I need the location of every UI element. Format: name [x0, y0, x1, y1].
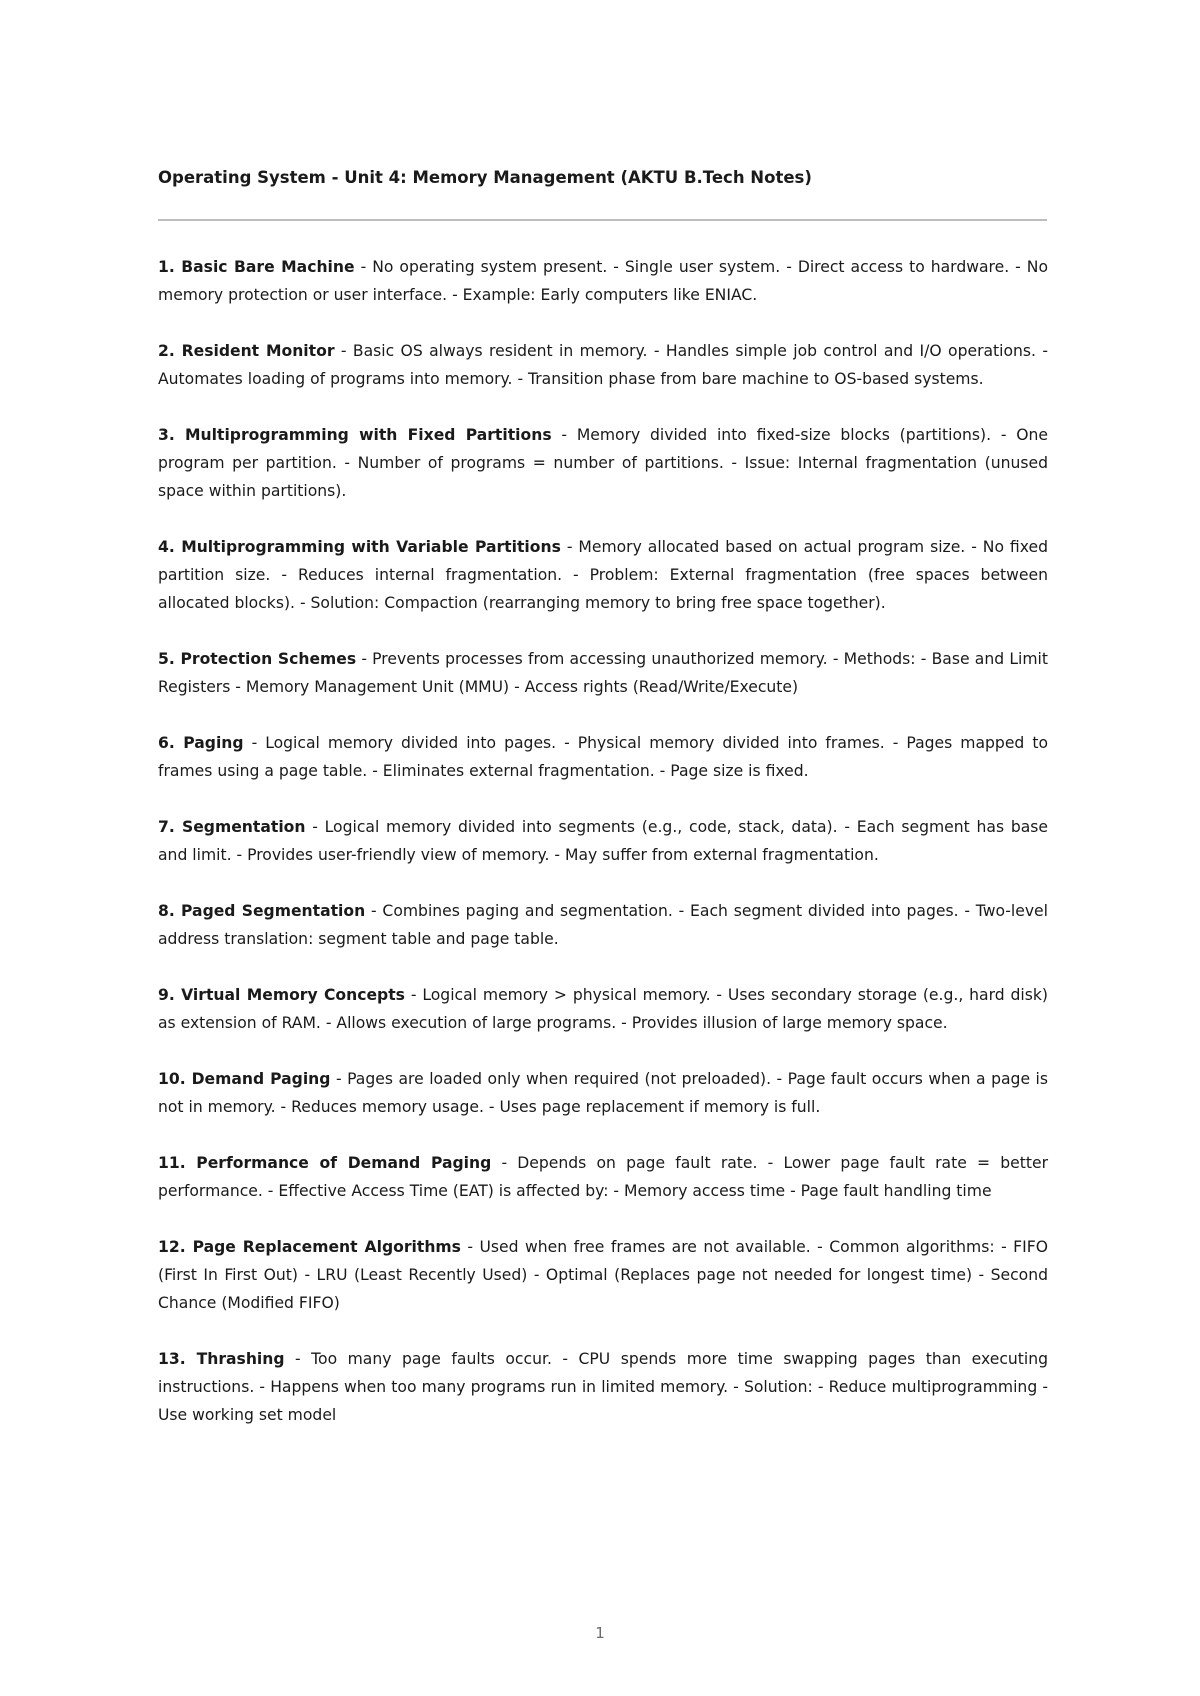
section-basic-bare-machine [158, 253, 1048, 309]
section-text: - Depends on page fault rate. - Lower page fault rate = better performance. - Effective Access Time (EAT) is affected by: - Memory access time - Page fault handling time [158, 1154, 1048, 1200]
section-heading: 8. Paged Segmentation [158, 902, 366, 920]
section-heading: 9. Virtual Memory Concepts [158, 986, 405, 1004]
section-thrashing [158, 1345, 1048, 1429]
section-text: - Pages are loaded only when required (not preloaded). - Page fault occurs when a page is not in memory. - Reduces memory usage. - Uses page replacement if memory is full. [158, 1070, 1049, 1116]
section-text: - Used when free frames are not available. - Common algorithms: - FIFO (First In First Out) - LRU (Least Recently Used) - Optimal (Replaces page not needed for longest time) - Second Chance (Modified FIFO) [158, 1238, 1048, 1312]
section-demand-paging [158, 1065, 1048, 1121]
section-resident-monitor [158, 337, 1048, 393]
section-text: - Memory divided into fixed-size blocks (partitions). - One program per partition. - Number of programs = number of partitions. - Issue: Internal fragmentation (unused space within partitions). [158, 426, 1048, 500]
section-heading: 10. Demand Paging [158, 1070, 331, 1088]
document-title: Operating System - Unit 4: Memory Management (AKTU B.Tech Notes) [158, 168, 812, 187]
section-text: - Combines paging and segmentation. - Each segment divided into pages. - Two-level address translation: segment table and page table. [158, 902, 1048, 948]
section-text: - Too many page faults occur. - CPU spends more time swapping pages than executing instructions. - Happens when too many programs run in limited memory. - Solution: - Reduce multiprogramming - Use working set model [158, 1350, 1049, 1424]
section-segmentation [158, 813, 1048, 869]
section-heading: 2. Resident Monitor [158, 342, 335, 360]
section-demand-paging-performance [158, 1149, 1048, 1205]
section-heading: 4. Multiprogramming with Variable Partitions [158, 538, 561, 556]
section-heading: 13. Thrashing [158, 1350, 285, 1368]
section-text: - Prevents processes from accessing unauthorized memory. - Methods: - Base and Limit Registers - Memory Management Unit (MMU) - Access rights (Read/Write/Execute) [158, 650, 1048, 696]
section-heading: 5. Protection Schemes [158, 650, 357, 668]
section-page-replacement [158, 1233, 1048, 1317]
section-text: - Logical memory divided into segments (e.g., code, stack, data). - Each segment has base and limit. - Provides user-friendly view of memory. - May suffer from external fragmentation. [158, 818, 1048, 864]
section-text: - No operating system present. - Single user system. - Direct access to hardware. - No memory protection or user interface. - Example: Early computers like ENIAC. [158, 258, 1048, 304]
section-text: - Basic OS always resident in memory. - Handles simple job control and I/O operations. - Automates loading of programs into memory. - Transition phase from bare machine to OS-based systems. [158, 342, 1048, 388]
section-virtual-memory [158, 981, 1048, 1037]
section-heading: 1. Basic Bare Machine [158, 258, 355, 276]
section-variable-partitions [158, 533, 1048, 617]
document-body [158, 253, 1048, 1457]
section-text: - Logical memory > physical memory. - Uses secondary storage (e.g., hard disk) as extension of RAM. - Allows execution of large programs. - Provides illusion of large memory space. [158, 986, 1048, 1032]
page-number: 1 [595, 1624, 605, 1642]
section-text: - Logical memory divided into pages. - Physical memory divided into frames. - Pages mapped to frames using a page table. - Eliminates external fragmentation. - Page size is fixed. [158, 734, 1048, 780]
section-heading: 11. Performance of Demand Paging [158, 1154, 492, 1172]
section-paging [158, 729, 1048, 785]
section-heading: 12. Page Replacement Algorithms [158, 1238, 461, 1256]
section-heading: 3. Multiprogramming with Fixed Partitions [158, 426, 552, 444]
section-protection-schemes [158, 645, 1048, 701]
title-divider [158, 219, 1047, 221]
section-text: - Memory allocated based on actual program size. - No fixed partition size. - Reduces internal fragmentation. - Problem: External fragmentation (free spaces between allocated blocks). - Solution: Compaction (rearranging memory to bring free space together). [158, 538, 1048, 612]
section-paged-segmentation [158, 897, 1048, 953]
section-heading: 7. Segmentation [158, 818, 306, 836]
section-heading: 6. Paging [158, 734, 244, 752]
section-fixed-partitions [158, 421, 1048, 505]
